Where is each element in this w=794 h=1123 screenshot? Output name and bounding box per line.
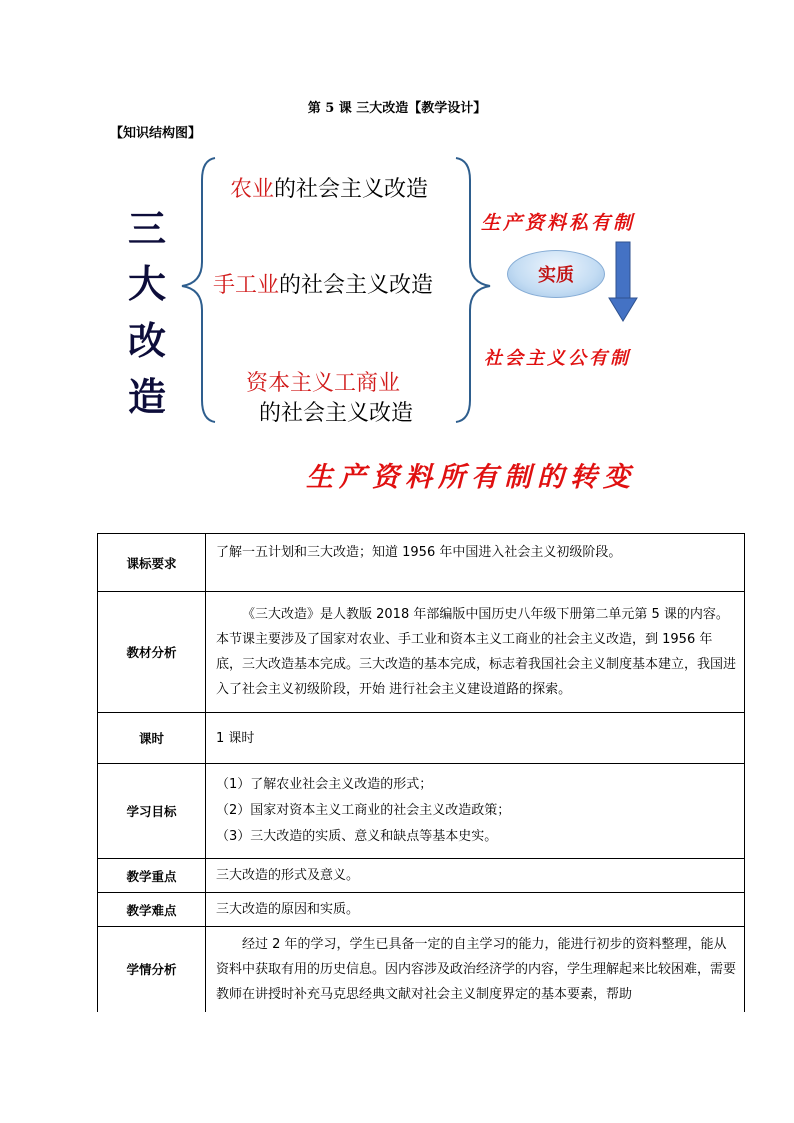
- section-label: 【知识结构图】: [110, 126, 202, 141]
- essence-badge: 实质: [507, 250, 605, 298]
- big-char-3: 改: [128, 318, 167, 363]
- row-text-hours: 1 课时: [206, 713, 745, 764]
- line-capitalist-red-wrap: [246, 366, 400, 397]
- line-capitalist-rest-wrap: [259, 396, 413, 427]
- line-agriculture: [230, 172, 428, 203]
- table-row: [98, 592, 745, 713]
- line-agriculture-rest: 的社会主义改造: [274, 177, 429, 202]
- line-capitalist-red: 资本主义工商业: [246, 371, 401, 396]
- row-objectives-list: [206, 764, 745, 859]
- row-label-curriculum: 课标要求: [98, 534, 206, 592]
- table-row: [98, 859, 745, 893]
- document-title: 第 5 课 三大改造【教学设计】: [307, 101, 487, 116]
- line-agriculture-red: 农业: [230, 177, 275, 202]
- row-text-difficulties: 三大改造的原因和实质。: [206, 893, 745, 927]
- private-ownership-label: 生产资料私有制: [481, 212, 636, 234]
- row-text-key-points: 三大改造的形式及意义。: [206, 859, 745, 893]
- line-handicraft-rest: 的社会主义改造: [279, 273, 434, 298]
- row-label-hours: 课时: [98, 713, 206, 764]
- row-label-objectives: 学习目标: [98, 764, 206, 859]
- right-brace-shape: [456, 158, 490, 422]
- objective-item: （1）了解农业社会主义改造的形式；: [216, 777, 433, 792]
- line-handicraft: [213, 268, 433, 299]
- objective-item: （2）国家对资本主义工商业的社会主义改造政策；: [216, 803, 511, 818]
- big-char-4: 造: [128, 374, 167, 419]
- row-label-textbook: 教材分析: [98, 592, 206, 713]
- table-row: [98, 534, 745, 592]
- big-char-2: 大: [128, 261, 167, 306]
- left-brace-shape: [182, 158, 215, 422]
- teaching-design-table: [97, 533, 745, 1012]
- objective-item: （3）三大改造的实质、意义和缺点等基本史实。: [216, 829, 498, 844]
- table-row: [98, 764, 745, 859]
- table-row: [98, 893, 745, 927]
- row-label-key-points: 教学重点: [98, 859, 206, 893]
- row-text-student-analysis: 经过 2 年的学习，学生已具备一定的自主学习的能力，能进行初步的资料整理，能从资料中获取有用的历史信息。因内容涉及政治经济学的内容，学生理解起来比较困难，需要教师在讲授时补充马克思经典文献对社会主义制度界定的基本要素，帮助: [206, 927, 745, 1012]
- row-text-textbook: 《三大改造》是人教版 2018 年部编版中国历史八年级下册第二单元第 5 课的内容。本节课主要涉及了国家对农业、手工业和资本主义工商业的社会主义改造，到 1956 年底，三大改造基本完成。三大改造的基本完成，标志着我国社会主义制度基本建立，我国进入了社会主义初级阶段，开始 进行社会主义建设道路的探索。: [206, 592, 745, 713]
- row-label-student-analysis: 学情分析: [98, 927, 206, 1012]
- down-arrow-icon: [609, 242, 637, 321]
- knowledge-structure-diagram: [0, 0, 794, 500]
- big-char-1: 三: [128, 206, 167, 251]
- line-capitalist-rest: 的社会主义改造: [259, 401, 414, 426]
- row-label-difficulties: 教学难点: [98, 893, 206, 927]
- table-row: [98, 713, 745, 764]
- line-handicraft-red: 手工业: [213, 273, 280, 298]
- ownership-change-banner: 生产资料所有制的转变: [306, 462, 636, 493]
- row-text-curriculum: 了解一五计划和三大改造；知道 1956 年中国进入社会主义初级阶段。: [206, 534, 745, 592]
- table-row: [98, 927, 745, 1012]
- public-ownership-label: 社会主义公有制: [484, 348, 631, 369]
